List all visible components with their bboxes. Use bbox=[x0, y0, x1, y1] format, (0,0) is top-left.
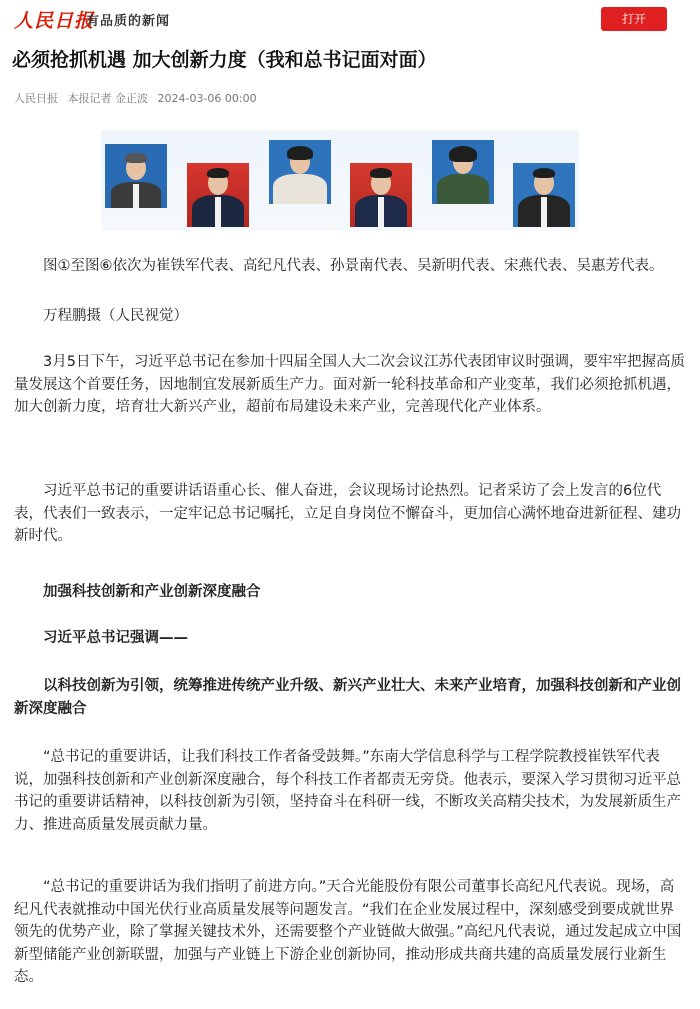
people-daily-logo[interactable]: 人民日报 bbox=[14, 10, 95, 32]
top-bar bbox=[0, 0, 700, 38]
portrait-2 bbox=[187, 163, 249, 227]
open-app-button[interactable]: 打开 bbox=[601, 7, 667, 31]
slogan: 有品质的新闻 bbox=[86, 14, 171, 29]
photo-credit: 万程鹏摄（人民视觉） bbox=[43, 308, 188, 324]
article-photo[interactable] bbox=[101, 130, 579, 231]
portrait-5 bbox=[432, 140, 494, 204]
reporter-name: 本报记者 金正波 bbox=[67, 92, 148, 105]
section-highlight: 以科技创新为引领，统筹推进传统产业升级、新兴产业壮大、未来产业培育，加强科技创新和产业创新深度融合 bbox=[14, 678, 681, 717]
body-paragraph: 习近平总书记的重要讲话语重心长、催人奋进，会议现场讨论热烈。记者采访了会上发言的6位代表，代表们一致表示，一定牢记总书记嘱托，立足自身岗位不懈奋斗，更加信心满怀地奋进新征程、建功新时代。 bbox=[14, 483, 681, 544]
source-name: 人民日报 bbox=[14, 92, 58, 105]
body-paragraph: “总书记的重要讲话，让我们科技工作者备受鼓舞。”东南大学信息科学与工程学院教授崔铁军代表说，加强科技创新和产业创新深度融合，每个科技工作者都责无旁贷。他表示，要深入学习贯彻习近平总书记的重要讲话精神，以科技创新为引领，坚持奋斗在科研一线，不断攻关高精尖技术，为发展新质生产力、推进高质量发展贡献力量。 bbox=[14, 749, 681, 833]
portrait-4 bbox=[350, 163, 412, 227]
portrait-6 bbox=[513, 163, 575, 227]
section-heading: 加强科技创新和产业创新深度融合 bbox=[43, 584, 261, 600]
portrait-1 bbox=[105, 144, 167, 208]
publish-time: 2024-03-06 00:00 bbox=[157, 92, 257, 105]
section-subheading: 习近平总书记强调—— bbox=[43, 630, 188, 646]
article-title: 必须抢抓机遇 加大创新力度（我和总书记面对面） bbox=[12, 49, 437, 71]
portrait-3 bbox=[269, 140, 331, 204]
photo-caption: 图①至图⑥依次为崔铁军代表、高纪凡代表、孙景南代表、吴新明代表、宋燕代表、吴惠芳代表。 bbox=[43, 258, 664, 274]
body-paragraph: “总书记的重要讲话为我们指明了前进方向。”天合光能股份有限公司董事长高纪凡代表说。现场，高纪凡代表就推动中国光伏行业高质量发展等问题发言。“我们在企业发展过程中，深刻感受到要成就世界领先的优势产业，除了掌握关键技术外，还需要整个产业链做大做强。”高纪凡代表说，通过发起成立中国新型储能产业创新联盟，加强与产业链上下游企业创新协同，推动形成共商共建的高质量发展行业新生态。 bbox=[14, 879, 682, 985]
body-paragraph: 3月5日下午，习近平总书记在参加十四届全国人大二次会议江苏代表团审议时强调，要牢牢把握高质量发展这个首要任务，因地制宜发展新质生产力。面对新一轮科技革命和产业变革，我们必须抢抓机遇，加大创新力度，培育壮大新兴产业，超前布局建设未来产业，完善现代化产业体系。 bbox=[14, 354, 685, 415]
article-meta bbox=[14, 90, 263, 106]
